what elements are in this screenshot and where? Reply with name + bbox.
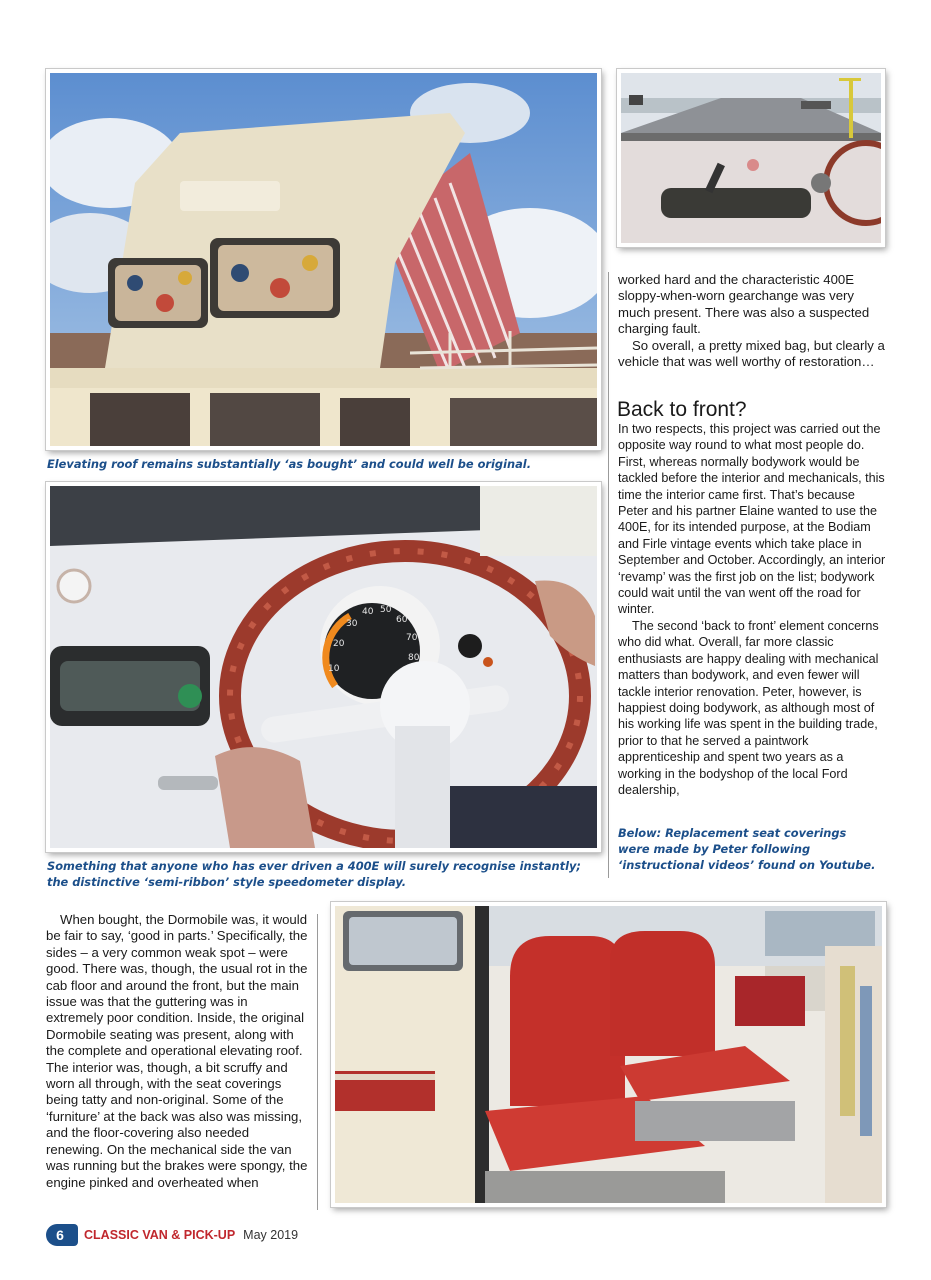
paragraph: So overall, a pretty mixed bag, but clearly a vehicle that was well worthy of restoration… (618, 337, 885, 370)
photo-speedometer (46, 482, 601, 852)
caption-elevating-roof: Elevating roof remains substantially ‘as bought’ and could well be original. (47, 457, 532, 471)
speedometer-number: 50 (380, 605, 392, 615)
photo-elevating-roof (46, 69, 601, 450)
magazine-name: CLASSIC VAN & PICK-UP (84, 1228, 236, 1242)
paragraph: In two respects, this project was carried out the opposite way round to what most people do. First, whereas normally bodywork would be tackled before the interior and mechanicals, this time the interior came first. That’s because Peter and his partner Elaine wanted to use the 400E, for its intended purpose, at the Bodiam and Firle vintage events which take place in September and October. Accordingly, an interior ‘revamp’ was the first job on the list; bodywork could wait until the van went off the road for winter. (618, 422, 886, 617)
speedometer-number: 40 (362, 607, 374, 617)
page-footer (46, 1224, 298, 1246)
paragraph: The second ‘back to front’ element concerns who did what. Overall, far more classic enthusiasts are happy dealing with mechanical matters than bodywork, and even fewer will tackle interior renovation. Peter, however, is happiest doing bodywork, as although most of his working life was spent in the building trade, prior to that he served a paintwork apprenticeship and spent two years as a working in the bodyshop of the local Ford dealership, (618, 618, 879, 797)
paragraph: When bought, the Dormobile was, it would be fair to say, ‘good in parts.’ Specifically, the sides – a very common weak spot – were good. There was, though, the usual rot in the cab floor and around the front, but the main issue was that the guttering was in extremely poor condition. Inside, the original Dormobile seating was present, along with the complete and operational elevating roof. The interior was, though, a bit scruffy and worn all through, with the seat coverings being tatty and non-original. Some of the ‘furniture’ at the back was also was missing, and the floor-covering also needed renewing. On the mechanical side the van was running but the brakes were spongy, the engine pinked and overheated when (46, 912, 308, 1190)
column-divider (317, 914, 318, 1210)
left-column-body (46, 912, 308, 1191)
speedometer-number: 20 (333, 639, 345, 649)
caption-speedometer: Something that anyone who has ever driven a 400E will surely recognise instantly; the distinctive ‘semi-ribbon’ style speedometer display. (47, 859, 581, 889)
page-number: 6 (46, 1224, 78, 1246)
speedometer-number: 60 (396, 615, 408, 625)
caption-seats: Below: Replacement seat coverings were made by Peter following ‘instructional videos’ found on Youtube. (618, 826, 876, 872)
right-column-intro (618, 272, 886, 370)
paragraph: worked hard and the characteristic 400E sloppy-when-worn gearchange was very much present. There was also a suspected charging fault. (618, 272, 870, 337)
section-heading: Back to front? (617, 398, 747, 421)
speedometer-number: 10 (328, 664, 340, 674)
speedometer-number: 80 (408, 653, 420, 663)
photo-windscreen-view (617, 69, 885, 247)
right-column-body (618, 421, 886, 798)
column-divider (608, 272, 609, 878)
speedometer-number: 70 (406, 633, 418, 643)
speedometer-number: 30 (346, 619, 358, 629)
photo-red-seats (331, 902, 886, 1207)
issue-date: May 2019 (243, 1228, 299, 1242)
